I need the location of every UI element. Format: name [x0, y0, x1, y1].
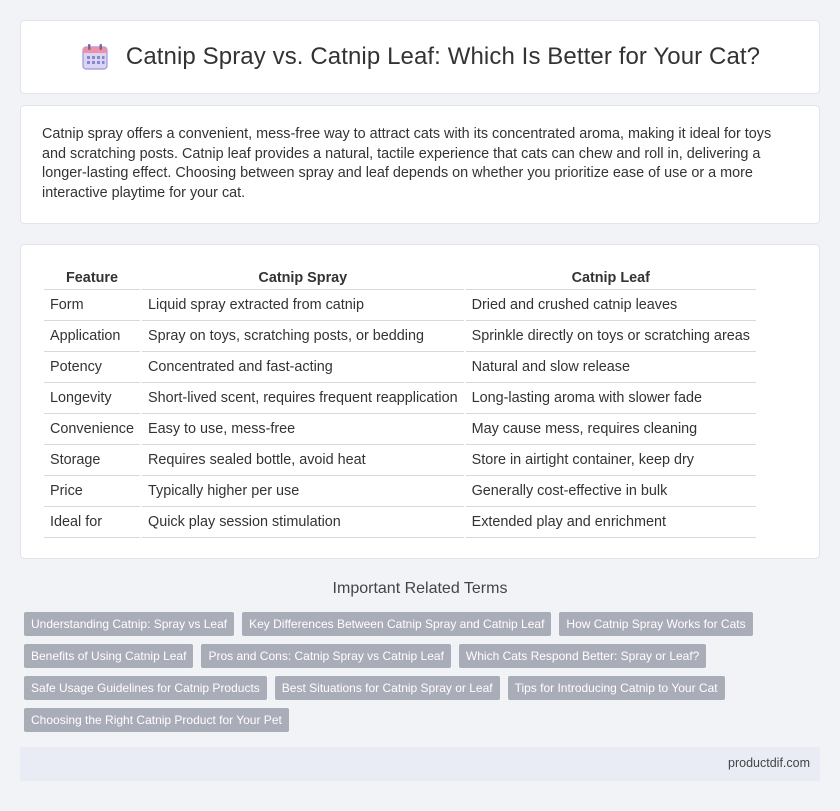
row-feature: Ideal for	[44, 507, 140, 538]
footer	[20, 747, 820, 781]
related-terms-tags	[24, 612, 824, 732]
related-terms-title: Important Related Terms	[332, 580, 508, 597]
row-spray-value: Spray on toys, scratching posts, or bedding	[142, 321, 464, 352]
row-spray-value: Easy to use, mess-free	[142, 414, 464, 445]
row-feature: Longevity	[44, 383, 140, 414]
table-row	[44, 352, 756, 383]
related-tag[interactable]: How Catnip Spray Works for Cats	[559, 612, 752, 636]
table-row	[44, 476, 756, 507]
row-leaf-value: May cause mess, requires cleaning	[466, 414, 756, 445]
row-spray-value: Quick play session stimulation	[142, 507, 464, 538]
row-leaf-value: Sprinkle directly on toys or scratching areas	[466, 321, 756, 352]
related-tag[interactable]: Benefits of Using Catnip Leaf	[24, 644, 193, 668]
calendar-icon	[80, 42, 110, 72]
row-spray-value: Typically higher per use	[142, 476, 464, 507]
row-leaf-value: Generally cost-effective in bulk	[466, 476, 756, 507]
row-feature: Storage	[44, 445, 140, 476]
row-leaf-value: Long-lasting aroma with slower fade	[466, 383, 756, 414]
table-row	[44, 507, 756, 538]
table-row	[44, 290, 756, 321]
intro-card	[20, 105, 820, 224]
row-leaf-value: Extended play and enrichment	[466, 507, 756, 538]
comparison-table	[42, 265, 758, 538]
row-spray-value: Requires sealed bottle, avoid heat	[142, 445, 464, 476]
row-feature: Application	[44, 321, 140, 352]
related-tag[interactable]: Choosing the Right Catnip Product for Your Pet	[24, 708, 289, 732]
related-tag[interactable]: Understanding Catnip: Spray vs Leaf	[24, 612, 234, 636]
header-feature: Feature	[44, 265, 140, 290]
header-catnip-spray: Catnip Spray	[142, 265, 464, 290]
page-title: Catnip Spray vs. Catnip Leaf: Which Is Better for Your Cat?	[125, 43, 761, 70]
intro-text: Catnip spray offers a convenient, mess-free way to attract cats with its concentrated aroma, making it ideal for toys and scratching posts. Catnip leaf provides a natural, tactile experience that cats can chew and roll in, delivering a longer-lasting effect. Choosing between spray and leaf depends on whether you prioritize ease of use or a more interactive playtime for your cat.	[42, 126, 772, 201]
related-tag[interactable]: Safe Usage Guidelines for Catnip Products	[24, 676, 267, 700]
header-card	[20, 20, 820, 94]
title-wrap	[80, 42, 760, 72]
header-catnip-leaf: Catnip Leaf	[466, 265, 756, 290]
row-feature: Convenience	[44, 414, 140, 445]
related-tag[interactable]: Tips for Introducing Catnip to Your Cat	[508, 676, 725, 700]
related-tag[interactable]: Which Cats Respond Better: Spray or Leaf?	[459, 644, 706, 668]
row-leaf-value: Dried and crushed catnip leaves	[466, 290, 756, 321]
table-row	[44, 414, 756, 445]
row-leaf-value: Natural and slow release	[466, 352, 756, 383]
related-tag[interactable]: Key Differences Between Catnip Spray and Catnip Leaf	[242, 612, 551, 636]
related-tag[interactable]: Pros and Cons: Catnip Spray vs Catnip Leaf	[201, 644, 450, 668]
row-leaf-value: Store in airtight container, keep dry	[466, 445, 756, 476]
row-feature: Price	[44, 476, 140, 507]
table-row	[44, 383, 756, 414]
related-tag[interactable]: Best Situations for Catnip Spray or Leaf	[275, 676, 500, 700]
table-row	[44, 445, 756, 476]
row-feature: Form	[44, 290, 140, 321]
row-spray-value: Concentrated and fast-acting	[142, 352, 464, 383]
row-spray-value: Liquid spray extracted from catnip	[142, 290, 464, 321]
comparison-table-card	[20, 244, 820, 559]
table-header-row	[44, 265, 756, 290]
footer-site-link[interactable]: productdif.com	[728, 756, 810, 770]
row-feature: Potency	[44, 352, 140, 383]
table-row	[44, 321, 756, 352]
row-spray-value: Short-lived scent, requires frequent reapplication	[142, 383, 464, 414]
